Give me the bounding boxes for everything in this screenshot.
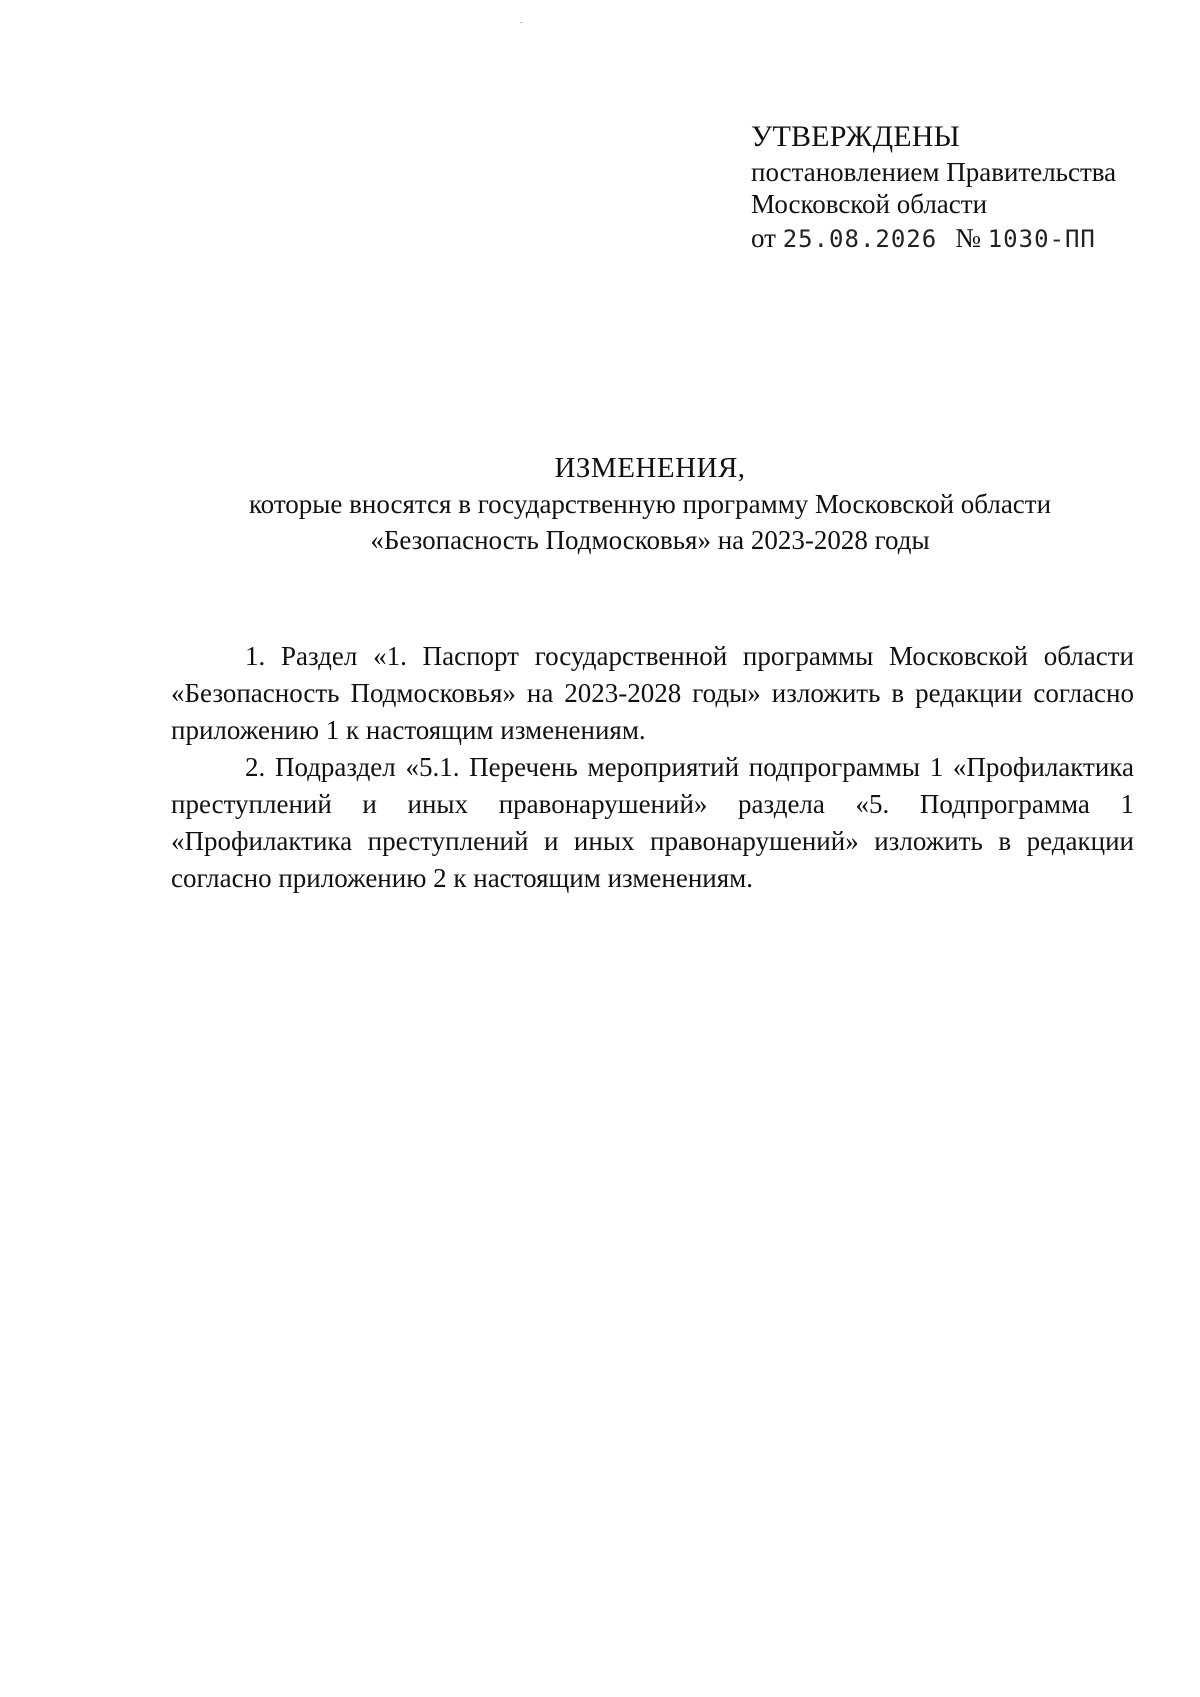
heading-line-1: которые вносятся в государственную программу Московской области (248, 489, 1052, 519)
document-heading (150, 450, 1150, 558)
approval-line-1: постановлением Правительства (751, 157, 1117, 187)
approval-stamp (751, 120, 1116, 255)
document-body (171, 638, 1134, 897)
document-title: ИЗМЕНЕНИЯ, (554, 452, 746, 484)
paragraph-1: 1. Раздел «1. Паспорт государственной программы Московской области «Безопасность Подмосковья» на 2023-2028 годы» изложить в редакции согласно приложению 1 к настоящим изменениям. (171, 641, 1134, 745)
decree-number: 1030-ПП (987, 225, 1096, 253)
approval-title: УТВЕРЖДЕНЫ (751, 120, 961, 153)
scan-artifact (520, 22, 522, 23)
paragraph-2: 2. Подраздел «5.1. Перечень мероприятий подпрограммы 1 «Профилактика преступлений и иных правонарушений» раздела «5. Подпрограмма 1 «Профилактика преступлений и иных правонарушений» изложить в редакции согласно приложению 2 к настоящим изменениям. (171, 752, 1134, 893)
approval-line-2: Московской области (751, 189, 988, 219)
decree-date: 25.08.2026 (782, 225, 938, 253)
heading-line-2: «Безопасность Подмосковья» на 2023-2028 годы (370, 525, 930, 555)
approval-date-line (751, 222, 1116, 255)
date-prefix: от (751, 223, 776, 253)
number-sign: № (955, 223, 981, 253)
